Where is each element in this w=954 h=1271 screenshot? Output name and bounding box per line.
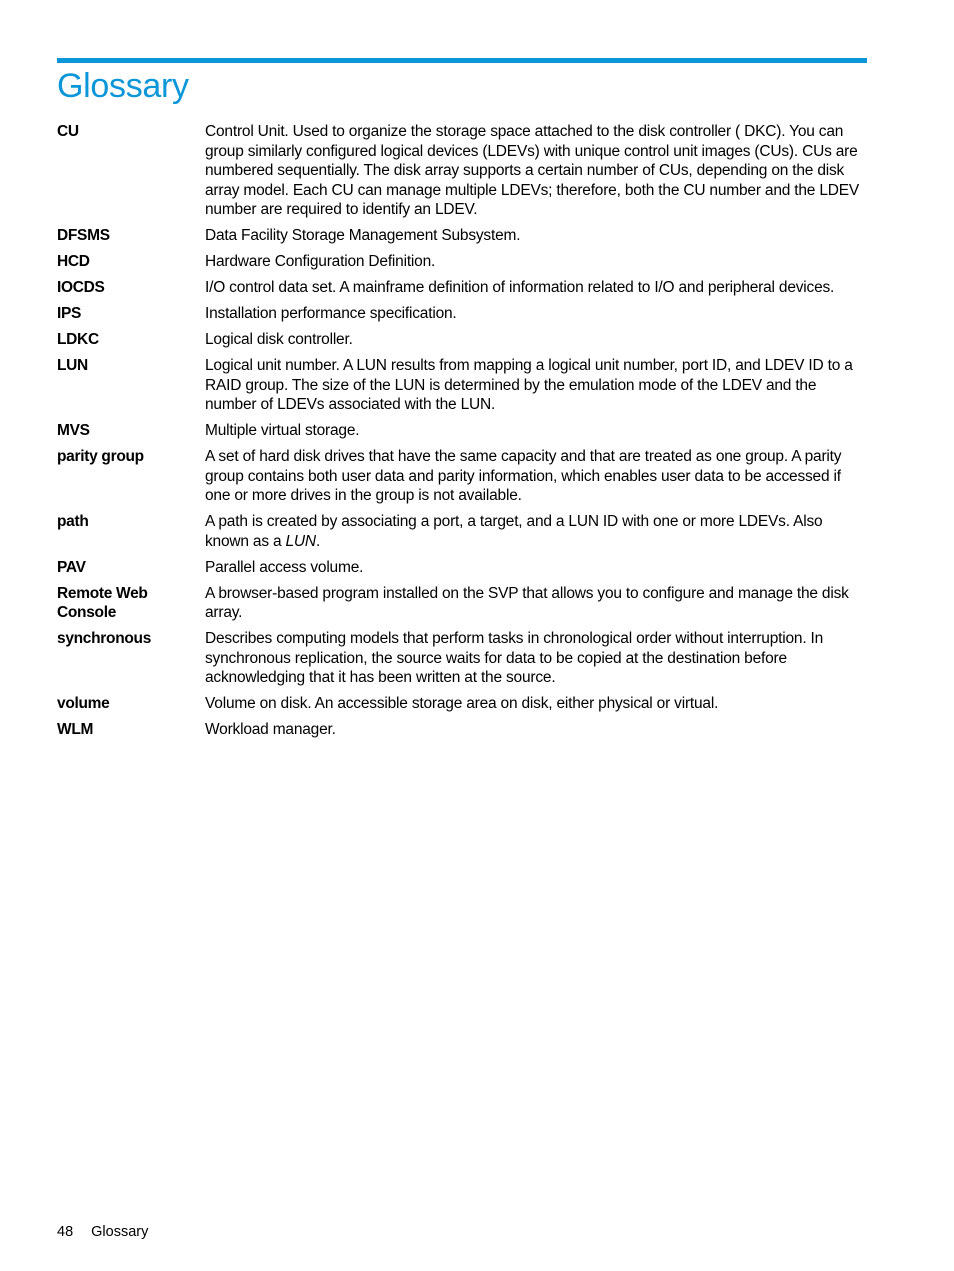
page-number: 48 xyxy=(57,1224,74,1240)
glossary-term: parity group xyxy=(57,448,144,465)
glossary-definition: Control Unit. Used to organize the storage space attached to the disk controller ( DKC). You can group similarly configured logical devices (LDEVs) with unique control unit images (CUs). CUs are numbered sequentially. The disk array supports a certain number of CUs, depending on the disk array model. Each CU can manage multiple LDEVs; therefore, both the CU number and the LDEV number are required to identify an LDEV. xyxy=(205,123,860,218)
glossary-definition xyxy=(205,512,869,551)
glossary-term: DFSMS xyxy=(57,227,110,244)
glossary-entry-ips xyxy=(57,304,869,324)
glossary-entry-hcd xyxy=(57,252,869,272)
glossary-entry-iocds xyxy=(57,278,869,298)
glossary-entry-lun xyxy=(57,356,869,415)
glossary-definition: Multiple virtual storage. xyxy=(205,422,360,439)
glossary-entry-wlm xyxy=(57,720,869,740)
definition-text: A path is created by associating a port, a target, and a LUN ID with one or more LDEVs. Also known as a xyxy=(205,513,823,550)
definition-cross-reference: LUN xyxy=(285,532,316,550)
glossary-definition: Logical disk controller. xyxy=(205,331,353,348)
glossary-list xyxy=(57,122,869,746)
glossary-definition: Logical unit number. A LUN results from mapping a logical unit number, port ID, and LDEV ID to a RAID group. The size of the LUN is determined by the emulation mode of the LDEV and the number of LDEVs associated with the LUN. xyxy=(205,357,853,413)
page-title: Glossary xyxy=(57,67,189,105)
glossary-term: Remote Web Console xyxy=(57,584,148,621)
glossary-entry-cu xyxy=(57,122,869,220)
glossary-term: WLM xyxy=(57,721,94,738)
glossary-entry-remote-web-console xyxy=(57,584,869,623)
glossary-term: LUN xyxy=(57,357,88,374)
title-rule xyxy=(57,58,867,63)
glossary-entry-parity-group xyxy=(57,447,869,506)
glossary-entry-ldkc xyxy=(57,330,869,350)
glossary-definition: A browser-based program installed on the SVP that allows you to configure and manage the disk array. xyxy=(205,584,849,621)
glossary-definition: Installation performance specification. xyxy=(205,305,457,322)
glossary-term: IPS xyxy=(57,305,82,322)
glossary-term: volume xyxy=(57,695,110,712)
page-footer xyxy=(57,1222,148,1242)
glossary-definition: Volume on disk. An accessible storage area on disk, either physical or virtual. xyxy=(205,695,719,712)
glossary-entry-synchronous xyxy=(57,629,869,688)
glossary-term: HCD xyxy=(57,253,90,270)
glossary-term: IOCDS xyxy=(57,279,105,296)
glossary-entry-mvs xyxy=(57,421,869,441)
glossary-entry-volume xyxy=(57,694,869,714)
glossary-term: CU xyxy=(57,123,79,140)
glossary-definition: Data Facility Storage Management Subsystem. xyxy=(205,227,521,244)
glossary-term: PAV xyxy=(57,558,86,576)
glossary-term: LDKC xyxy=(57,331,99,348)
glossary-term: MVS xyxy=(57,422,90,439)
glossary-term: path xyxy=(57,513,89,530)
glossary-definition: I/O control data set. A mainframe definition of information related to I/O and peripheral devices. xyxy=(205,279,835,296)
glossary-entry-pav xyxy=(57,558,869,578)
glossary-definition: Parallel access volume. xyxy=(205,558,364,576)
glossary-entry-path xyxy=(57,512,869,551)
glossary-entry-dfsms xyxy=(57,226,869,246)
footer-section-title: Glossary xyxy=(91,1224,149,1240)
glossary-definition: Describes computing models that perform tasks in chronological order without interruption. In synchronous replication, the source waits for data to be copied at the destination before acknowledging that it has been written at the source. xyxy=(205,630,824,686)
glossary-definition: Workload manager. xyxy=(205,721,336,738)
glossary-term: synchronous xyxy=(57,630,152,647)
glossary-definition: A set of hard disk drives that have the same capacity and that are treated as one group. A parity group contains both user data and parity information, which enables user data to be accessed if one or more drives in the group is not available. xyxy=(205,448,842,504)
definition-suffix: . xyxy=(315,532,321,550)
glossary-definition: Hardware Configuration Definition. xyxy=(205,253,436,270)
